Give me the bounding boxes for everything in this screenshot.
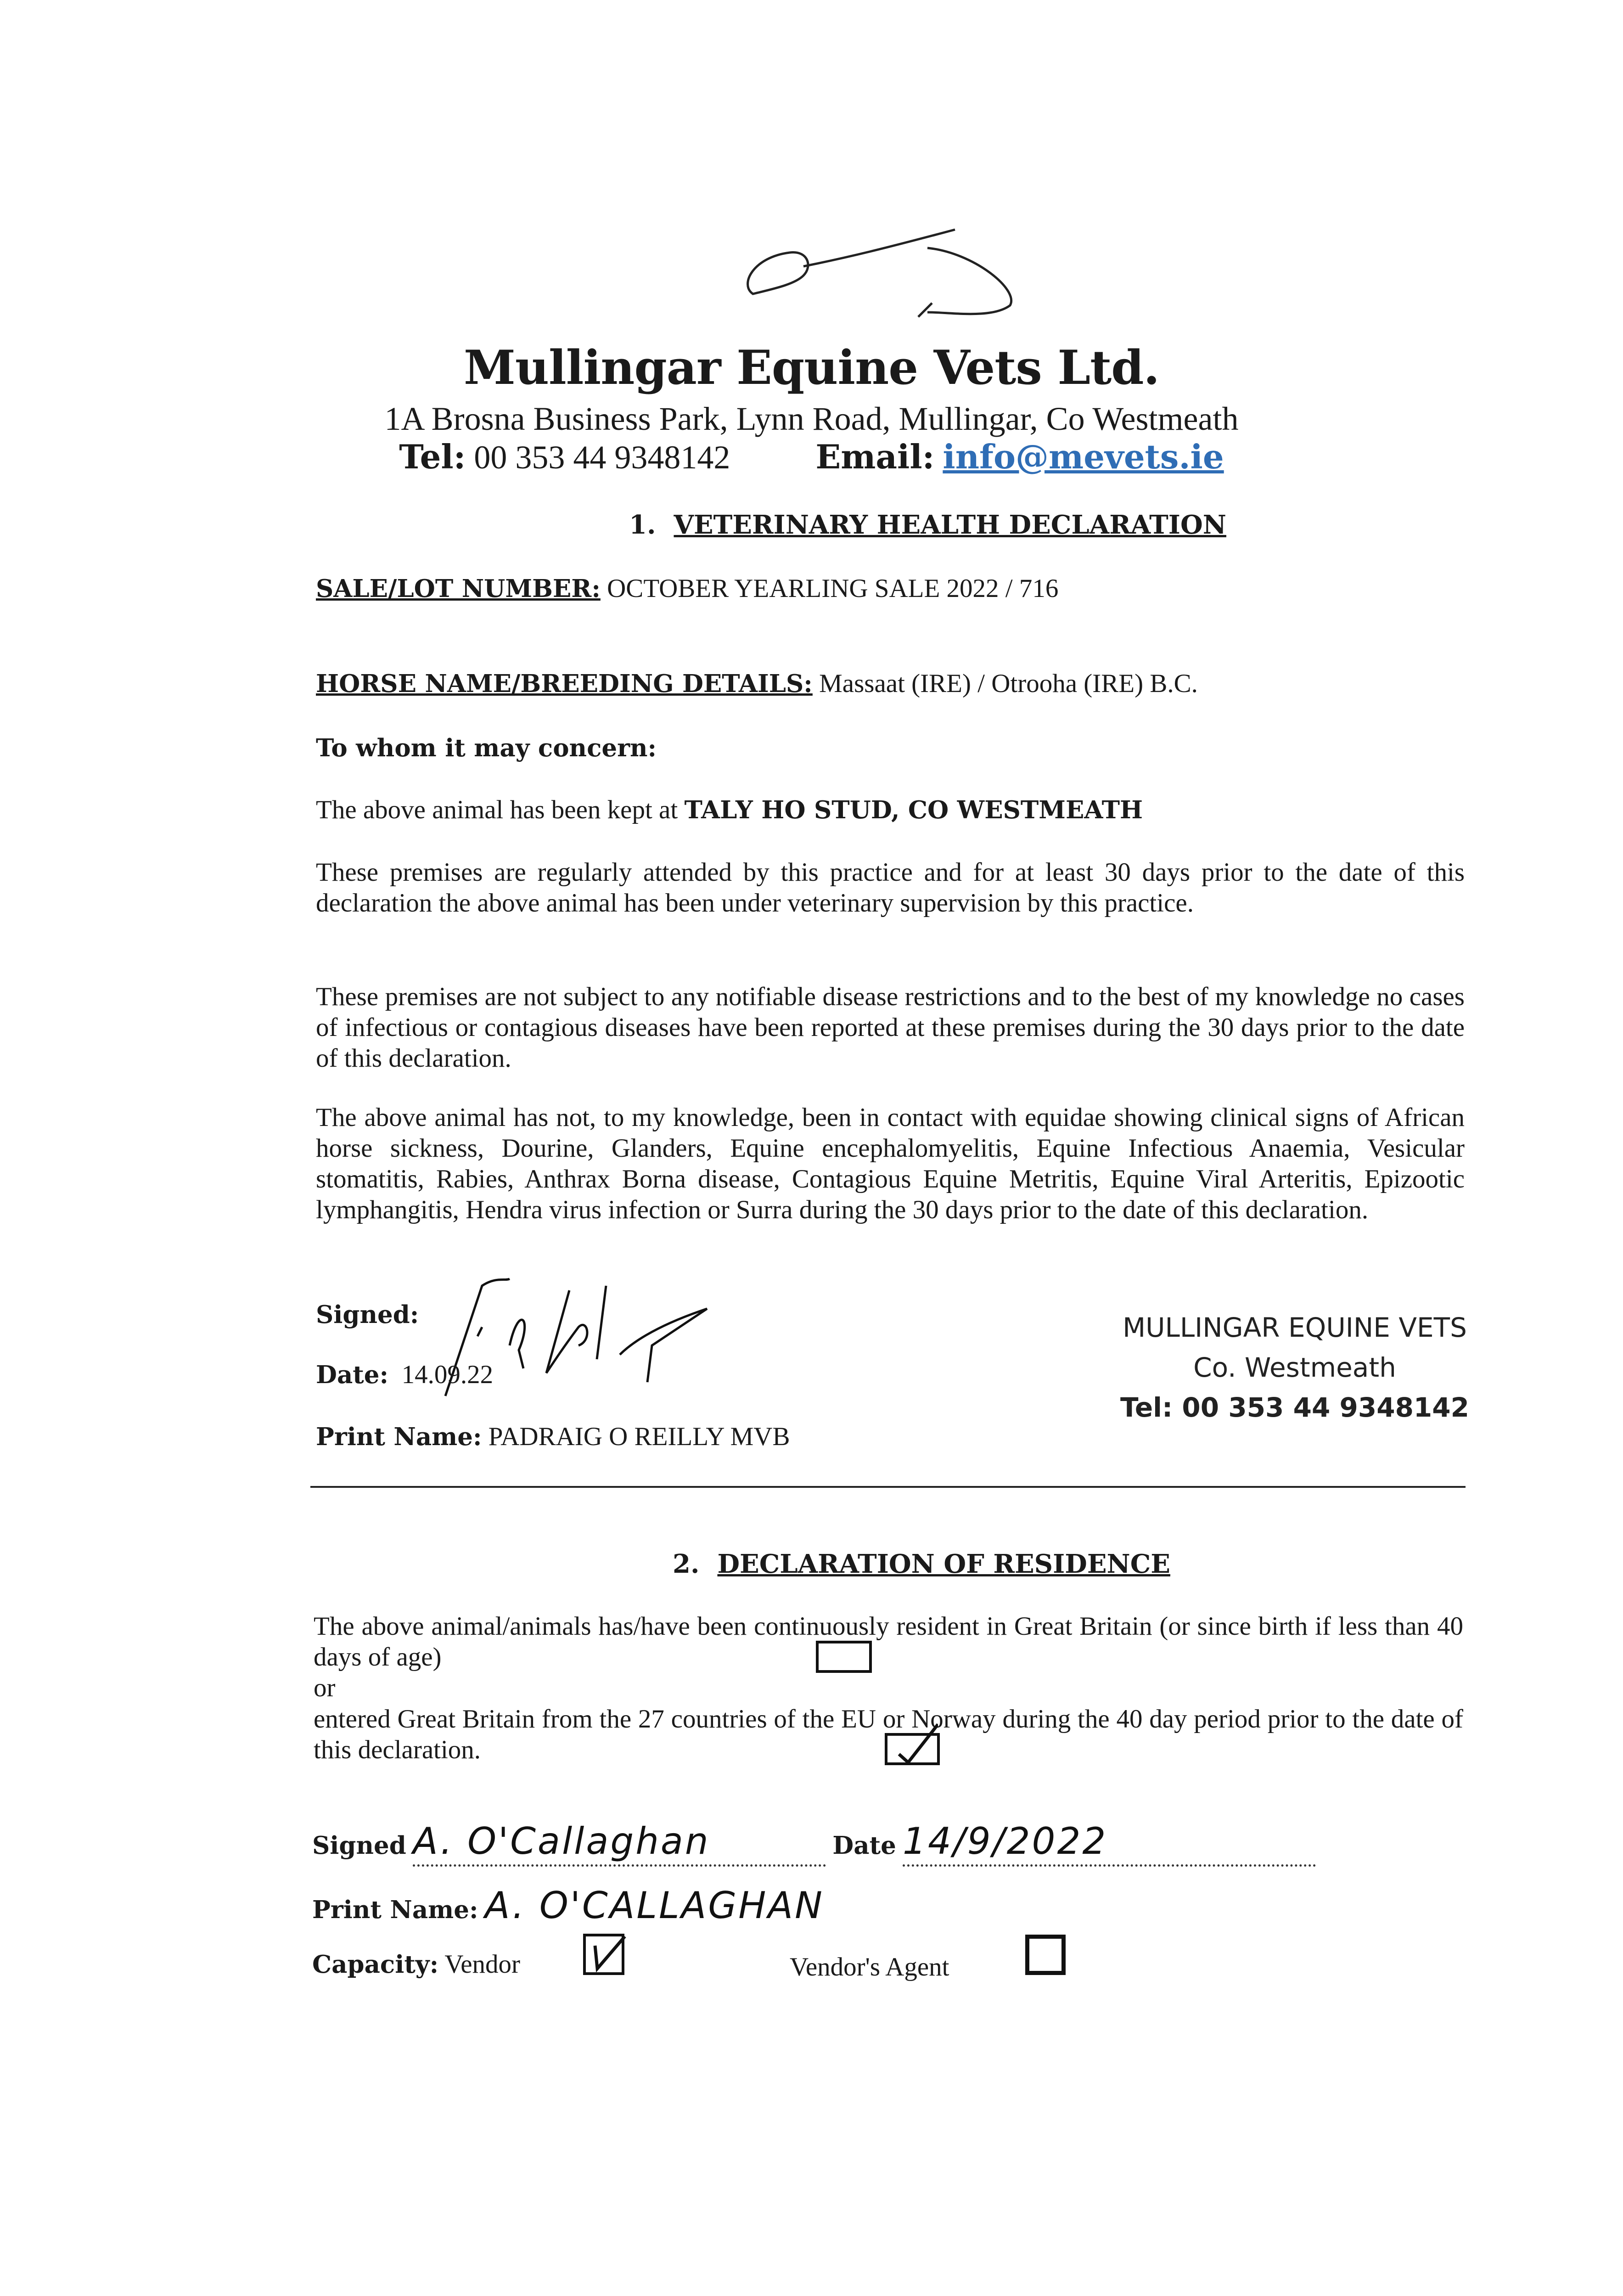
vendor-signature: A. O'Callaghan [413, 1818, 826, 1867]
horse-name-line [316, 668, 1198, 699]
practice-stamp [1088, 1308, 1501, 1428]
sale-lot-label: SALE/LOT NUMBER: [316, 574, 601, 603]
vendor-signed-label: Signed [312, 1831, 406, 1860]
vet-date-label: Date: [316, 1361, 389, 1389]
paragraph-diseases: The above animal has not, to my knowledge, been in contact with equidae showing clinical signs of African horse sickness, Dourine, Glanders, Equine encephalomyelitis, Equine Infectious Anaemia, Vesicular stomatitis, Rabies, Anthrax Borna disease, Contagious Equine Metritis, Equine Viral Arteritis, Epizootic lymphangitis, Hendra virus infection or Surra during the 30 days prior to the date of this declaration. [316, 1103, 1465, 1224]
tel-label: Tel: [399, 437, 466, 476]
company-address: 1A Brosna Business Park, Lynn Road, Mullingar, Co Westmeath [384, 400, 1239, 437]
section1-heading [629, 510, 1226, 540]
vendor-print-name-line [312, 1883, 824, 1929]
or-text: or [314, 1673, 336, 1702]
vendors-agent-label: Vendor's Agent [790, 1953, 949, 1981]
section2-number: 2. [673, 1549, 700, 1579]
tel-value: 00 353 44 9348142 [474, 439, 730, 476]
horse-logo-icon [735, 220, 1038, 326]
section-divider [310, 1486, 1466, 1488]
contact-line [0, 439, 1623, 476]
stamp-line: Tel: 00 353 44 9348142 [1120, 1392, 1470, 1423]
stamp-line: Co. Westmeath [1193, 1352, 1396, 1383]
sale-lot-value: OCTOBER YEARLING SALE 2022 / 716 [607, 574, 1059, 603]
vendor-date-label: Date [832, 1831, 896, 1860]
horse-name-value: Massaat (IRE) / Otrooha (IRE) B.C. [819, 669, 1198, 698]
residence-option2-checkbox[interactable] [885, 1733, 940, 1765]
vet-print-name-label: Print Name: [316, 1423, 482, 1451]
vendor-option-label: Vendor [444, 1950, 521, 1979]
paragraph-supervision: These premises are regularly attended by this practice and for at least 30 days prior to the date of this declaration the above animal has been under veterinary supervision by this practice. [316, 858, 1465, 917]
vendor-print-name-value: A. O'CALLAGHAN [484, 1884, 824, 1927]
checkmark-icon [887, 1722, 938, 1763]
company-name: Mullingar Equine Vets Ltd. [463, 340, 1160, 395]
horse-name-label: HORSE NAME/BREEDING DETAILS: [316, 670, 813, 698]
kept-at-line [316, 794, 1143, 826]
paragraph-restrictions: These premises are not subject to any notifiable disease restrictions and to the best of my knowledge no cases of infectious or contagious diseases have been reported at these premises during the 30 days prior to the date of this declaration. [316, 982, 1465, 1073]
vet-print-name-line [316, 1421, 790, 1452]
residence-option1-checkbox[interactable] [816, 1641, 872, 1673]
capacity-line [312, 1949, 520, 1980]
section2-title: DECLARATION OF RESIDENCE [717, 1549, 1170, 1579]
stamp-line: MULLINGAR EQUINE VETS [1123, 1312, 1467, 1343]
kept-at-text: The above animal has been kept at [316, 795, 678, 824]
vendor-print-name-label: Print Name: [312, 1896, 478, 1924]
vet-print-name-value: PADRAIG O REILLY MVB [488, 1422, 790, 1451]
kept-at-place: TALY HO STUD, CO WESTMEATH [684, 796, 1143, 824]
vendor-signed-line [312, 1818, 1316, 1867]
sale-lot-line [316, 573, 1058, 604]
residence-option2-text: entered Great Britain from the 27 countries of the EU or Norway during the 40 day period prior to the date of this declaration. [314, 1705, 1463, 1764]
section1-title: VETERINARY HEALTH DECLARATION [674, 510, 1226, 540]
email-link[interactable]: info@mevets.ie [943, 437, 1224, 476]
section1-number: 1. [629, 510, 656, 540]
checkmark-icon [586, 1932, 627, 1973]
email-label: Email: [815, 437, 935, 476]
section2-heading [673, 1549, 1170, 1580]
vet-date-line [316, 1359, 493, 1390]
vet-date-value: 14.09.22 [401, 1360, 494, 1389]
salutation: To whom it may concern: [316, 734, 657, 762]
vendors-agent-checkbox[interactable] [1025, 1935, 1066, 1975]
vendor-date-value: 14/9/2022 [903, 1818, 1316, 1867]
residence-option1-text: The above animal/animals has/have been continuously resident in Great Britain (or since birth if less than 40 days of age) [314, 1612, 1463, 1671]
capacity-label: Capacity: [312, 1950, 439, 1979]
vendor-checkbox[interactable] [583, 1934, 624, 1975]
vet-signed-label: Signed: [316, 1300, 419, 1329]
